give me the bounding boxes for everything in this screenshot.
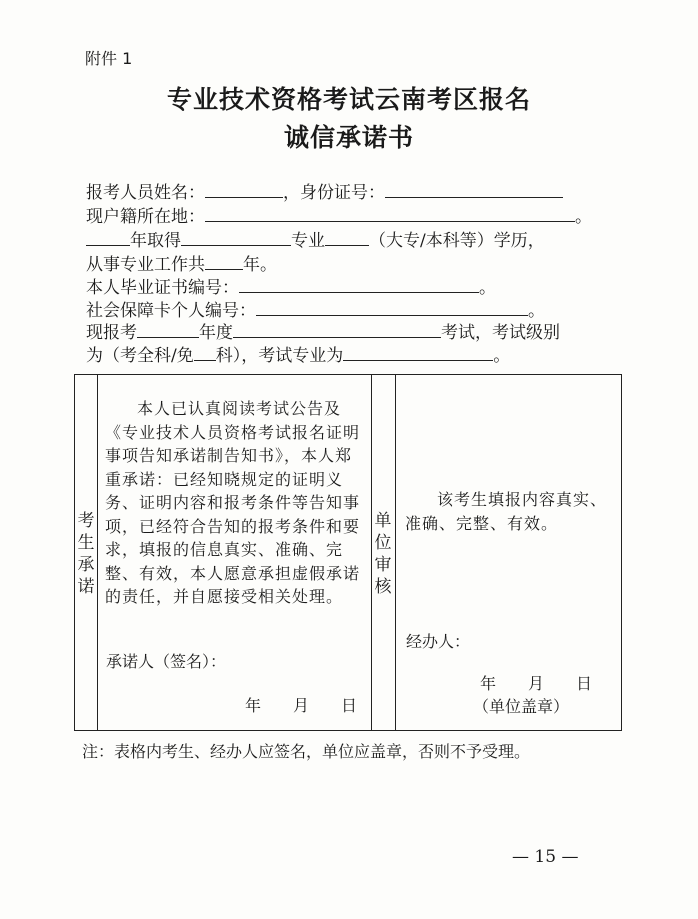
- review-date: 年 月 日: [480, 674, 593, 693]
- form-line-certificate: [86, 275, 496, 299]
- exempt-subjects-input-line[interactable]: [194, 343, 216, 361]
- attachment-label: 附件 1: [85, 49, 133, 68]
- document-subtitle: 诚信承诺书: [283, 123, 414, 152]
- handler-label: 经办人：: [406, 632, 471, 651]
- promise-table: [74, 374, 622, 731]
- table-divider: [395, 375, 396, 730]
- apply-prefix: 现报考: [86, 323, 137, 343]
- id-number-label: ，身份证号：: [283, 183, 385, 203]
- work-years-prefix: 从事专业工作共: [86, 255, 205, 275]
- unit-review-header: 单位审核: [374, 511, 392, 597]
- promise-text: 本人已认真阅读考试公告及《专业技术人员资格考试报名证明事项告知承诺制告知书》，本人郑重承诺：已经知晓规定的证明义务、证明内容和报考条件等告知事项，已经符合告知的报考条件和要求，填报的信息真实、准确、完整、有效，本人愿意承担虚假承诺的责任，并自愿接受相关处理。: [105, 399, 361, 606]
- residence-input-line[interactable]: [205, 204, 575, 222]
- form-line-work-years: [86, 252, 277, 276]
- apply-year-label: 年度: [199, 323, 233, 343]
- major-label: 专业: [291, 231, 325, 251]
- residence-label: 现户籍所在地：: [86, 207, 205, 227]
- period: 。: [575, 207, 592, 227]
- exemption-prefix: 为（考全科/免: [86, 346, 194, 366]
- degree-label: （大专/本科等）学历，: [369, 231, 545, 251]
- footnote: 注：表格内考生、经办人应签名，单位应盖章，否则不予受理。: [82, 742, 531, 761]
- exam-major-input-line[interactable]: [343, 343, 493, 361]
- name-label: 报考人员姓名：: [86, 183, 205, 203]
- degree-input-line[interactable]: [325, 228, 369, 246]
- promise-date: 年 月 日: [245, 696, 358, 715]
- form-line-social-security: [86, 298, 545, 322]
- name-input-line[interactable]: [205, 180, 283, 198]
- document-title: 专业技术资格考试云南考区报名: [166, 85, 531, 114]
- work-years-suffix: 年。: [243, 255, 277, 275]
- exam-year-input-line[interactable]: [137, 320, 199, 338]
- candidate-promise-header: 考生承诺: [77, 511, 95, 597]
- certificate-label: 本人毕业证书编号：: [86, 278, 239, 298]
- exam-level-label: 考试，考试级别: [441, 323, 560, 343]
- form-line-name: [86, 180, 563, 204]
- page-number: — 15 —: [512, 847, 579, 867]
- unit-seal-label: （单位盖章）: [473, 697, 570, 716]
- table-divider: [97, 375, 98, 730]
- certificate-input-line[interactable]: [239, 275, 479, 293]
- id-number-input-line[interactable]: [385, 180, 563, 198]
- work-years-input-line[interactable]: [205, 252, 243, 270]
- social-security-input-line[interactable]: [256, 298, 528, 316]
- social-security-label: 社会保障卡个人编号：: [86, 301, 256, 321]
- form-line-exam-subject: [86, 343, 510, 367]
- period: 。: [479, 278, 496, 298]
- form-line-exam: [86, 320, 560, 344]
- major-input-line[interactable]: [181, 228, 291, 246]
- exam-major-label: 科），考试专业为: [215, 346, 344, 366]
- year-obtained-label: 年取得: [130, 231, 181, 251]
- period: 。: [493, 346, 511, 366]
- exam-name-input-line[interactable]: [233, 320, 441, 338]
- form-line-education: [86, 228, 545, 252]
- review-text: 该考生填报内容真实、准确、完整、有效。: [405, 490, 608, 533]
- signer-label: 承诺人（签名）：: [106, 652, 227, 671]
- form-line-residence: [86, 204, 592, 228]
- period: 。: [528, 301, 545, 321]
- graduation-year-input-line[interactable]: [86, 228, 130, 246]
